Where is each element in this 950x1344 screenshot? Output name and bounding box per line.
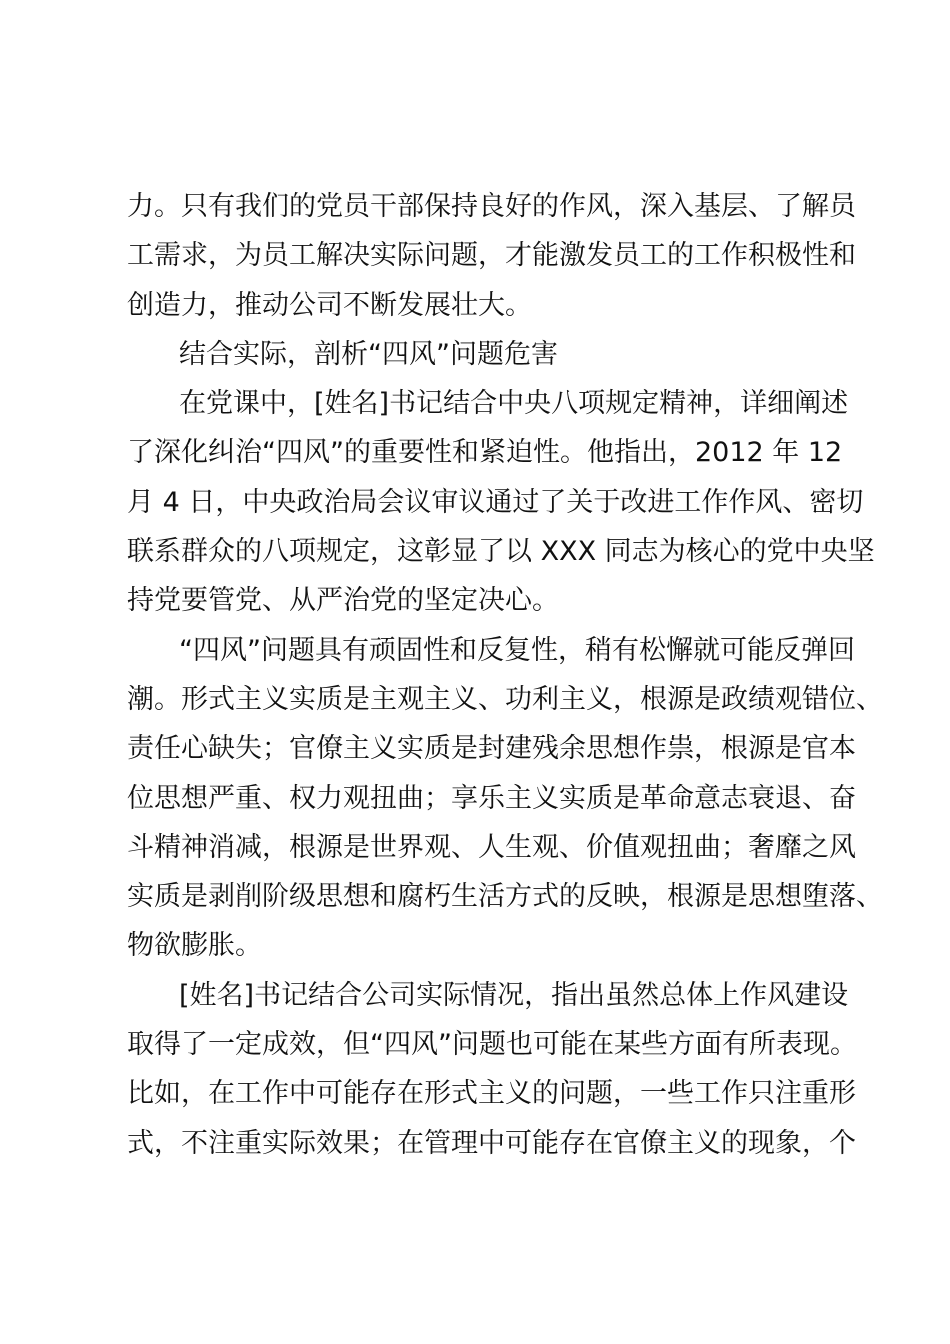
text-line: 物欲膨胀。	[127, 930, 262, 962]
text-line: 位思想严重、权力观扭曲；享乐主义实质是革命意志衰退、奋	[127, 782, 856, 814]
text-line: 联系群众的八项规定，这彰显了以 XXX 同志为核心的党中央坚	[127, 536, 875, 568]
paragraph-start-line: 在党课中，[姓名]书记结合中央八项规定精神，详细阐述	[179, 388, 849, 420]
text-line: 了深化纠治“四风”的重要性和紧迫性。他指出，2012 年 12	[127, 437, 843, 469]
text-line: 斗精神消减，根源是世界观、人生观、价值观扭曲；奢靡之风	[127, 831, 856, 863]
text-line: 工需求，为员工解决实际问题，才能激发员工的工作积极性和	[127, 240, 856, 272]
text-line: 潮。形式主义实质是主观主义、功利主义，根源是政绩观错位、	[127, 683, 883, 715]
paragraph-start-line: “四风”问题具有顽固性和反复性，稍有松懈就可能反弹回	[179, 634, 855, 666]
section-heading: 结合实际，剖析“四风”问题危害	[179, 338, 558, 370]
text-line: 月 4 日，中央政治局会议审议通过了关于改进工作作风、密切	[127, 486, 864, 518]
text-line: 持党要管党、从严治党的坚定决心。	[127, 585, 559, 617]
text-line: 实质是剥削阶级思想和腐朽生活方式的反映，根源是思想堕落、	[127, 881, 883, 913]
text-line: 比如，在工作中可能存在形式主义的问题，一些工作只注重形	[127, 1078, 856, 1110]
text-line: 式，不注重实际效果；在管理中可能存在官僚主义的现象，个	[127, 1127, 856, 1159]
body-text	[127, 182, 883, 1168]
text-line: 力。只有我们的党员干部保持良好的作风，深入基层、了解员	[127, 191, 856, 222]
text-line: 取得了一定成效，但“四风”问题也可能在某些方面有所表现。	[127, 1029, 857, 1061]
paragraph-start-line: [姓名]书记结合公司实际情况，指出虽然总体上作风建设	[179, 979, 849, 1011]
text-line: 责任心缺失；官僚主义实质是封建残余思想作祟，根源是官本	[127, 733, 856, 765]
text-line: 创造力，推动公司不断发展壮大。	[127, 289, 532, 321]
